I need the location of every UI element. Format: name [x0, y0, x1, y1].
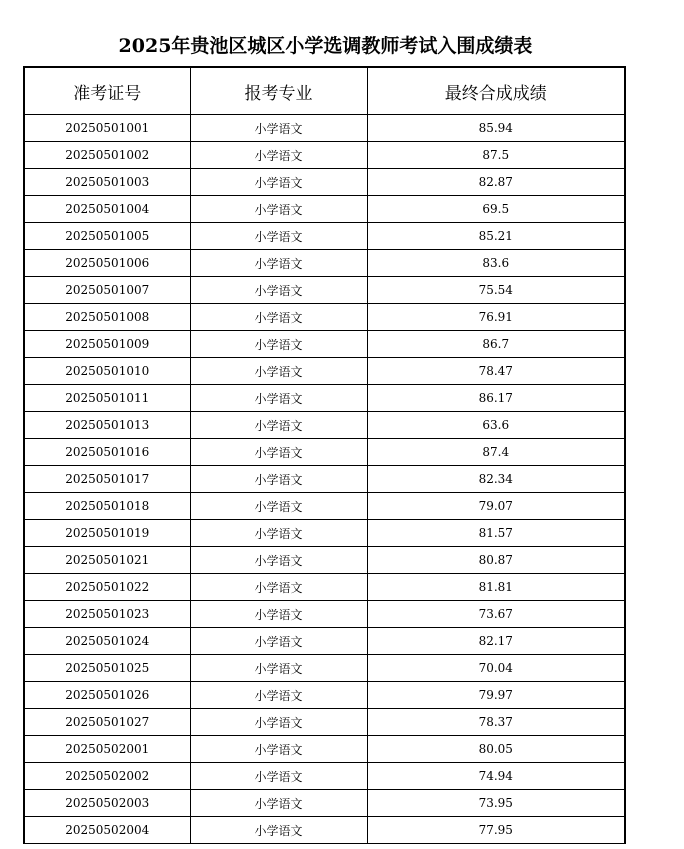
cell-major: 小学语文: [190, 655, 367, 682]
cell-exam-id: 20250502001: [24, 736, 190, 763]
header-exam-id: 准考证号: [24, 67, 190, 115]
cell-major: 小学语文: [190, 169, 367, 196]
table-row: [24, 142, 625, 169]
table-row: [24, 493, 625, 520]
cell-major: 小学语文: [190, 736, 367, 763]
table-row: [24, 547, 625, 574]
cell-exam-id: 20250501001: [24, 115, 190, 142]
cell-major: 小学语文: [190, 520, 367, 547]
cell-major: 小学语文: [190, 547, 367, 574]
table-row: [24, 574, 625, 601]
cell-major: 小学语文: [190, 277, 367, 304]
cell-final-score: 86.7: [367, 331, 625, 358]
table-row: [24, 277, 625, 304]
cell-exam-id: 20250501024: [24, 628, 190, 655]
cell-exam-id: 20250501021: [24, 547, 190, 574]
cell-exam-id: 20250501002: [24, 142, 190, 169]
cell-final-score: 63.6: [367, 412, 625, 439]
cell-final-score: 76.91: [367, 304, 625, 331]
table-row: [24, 466, 625, 493]
cell-exam-id: 20250501006: [24, 250, 190, 277]
cell-final-score: 73.95: [367, 790, 625, 817]
cell-exam-id: 20250501026: [24, 682, 190, 709]
cell-final-score: 85.94: [367, 115, 625, 142]
cell-major: 小学语文: [190, 412, 367, 439]
table-row: [24, 115, 625, 142]
cell-final-score: 73.67: [367, 601, 625, 628]
cell-major: 小学语文: [190, 385, 367, 412]
cell-major: 小学语文: [190, 223, 367, 250]
cell-major: 小学语文: [190, 466, 367, 493]
cell-final-score: 80.87: [367, 547, 625, 574]
cell-exam-id: 20250501023: [24, 601, 190, 628]
cell-major: 小学语文: [190, 304, 367, 331]
cell-exam-id: 20250502002: [24, 763, 190, 790]
cell-major: 小学语文: [190, 439, 367, 466]
cell-final-score: 85.21: [367, 223, 625, 250]
table-row: [24, 169, 625, 196]
header-final-score: 最终合成成绩: [367, 67, 625, 115]
cell-final-score: 77.95: [367, 817, 625, 844]
table-row: [24, 358, 625, 385]
table-row: [24, 385, 625, 412]
cell-final-score: 75.54: [367, 277, 625, 304]
cell-major: 小学语文: [190, 574, 367, 601]
cell-exam-id: 20250501017: [24, 466, 190, 493]
table-row: [24, 736, 625, 763]
cell-final-score: 78.47: [367, 358, 625, 385]
cell-major: 小学语文: [190, 817, 367, 844]
table-row: [24, 763, 625, 790]
page-title: 2025年贵池区城区小学选调教师考试入围成绩表: [118, 35, 533, 57]
table-row: [24, 331, 625, 358]
table-header-row: [24, 67, 625, 115]
table-row: [24, 250, 625, 277]
cell-final-score: 82.87: [367, 169, 625, 196]
table-row: [24, 196, 625, 223]
table-row: [24, 223, 625, 250]
table-row: [24, 304, 625, 331]
cell-final-score: 82.17: [367, 628, 625, 655]
cell-exam-id: 20250502003: [24, 790, 190, 817]
table-row: [24, 682, 625, 709]
table-row: [24, 817, 625, 844]
cell-final-score: 79.07: [367, 493, 625, 520]
cell-major: 小学语文: [190, 601, 367, 628]
cell-exam-id: 20250501018: [24, 493, 190, 520]
table-row: [24, 628, 625, 655]
cell-final-score: 70.04: [367, 655, 625, 682]
table-row: [24, 655, 625, 682]
cell-major: 小学语文: [190, 142, 367, 169]
table-row: [24, 709, 625, 736]
cell-final-score: 86.17: [367, 385, 625, 412]
cell-final-score: 69.5: [367, 196, 625, 223]
cell-major: 小学语文: [190, 196, 367, 223]
cell-major: 小学语文: [190, 628, 367, 655]
cell-exam-id: 20250502004: [24, 817, 190, 844]
table-row: [24, 520, 625, 547]
results-table: [23, 66, 626, 844]
cell-exam-id: 20250501004: [24, 196, 190, 223]
table-row: [24, 412, 625, 439]
cell-major: 小学语文: [190, 358, 367, 385]
cell-final-score: 74.94: [367, 763, 625, 790]
cell-exam-id: 20250501005: [24, 223, 190, 250]
cell-exam-id: 20250501022: [24, 574, 190, 601]
cell-exam-id: 20250501008: [24, 304, 190, 331]
cell-final-score: 82.34: [367, 466, 625, 493]
table-row: [24, 790, 625, 817]
cell-exam-id: 20250501013: [24, 412, 190, 439]
table-row: [24, 439, 625, 466]
cell-final-score: 87.5: [367, 142, 625, 169]
cell-major: 小学语文: [190, 331, 367, 358]
cell-major: 小学语文: [190, 250, 367, 277]
cell-major: 小学语文: [190, 763, 367, 790]
cell-exam-id: 20250501009: [24, 331, 190, 358]
table-body: [24, 115, 625, 844]
header-major: 报考专业: [190, 67, 367, 115]
cell-final-score: 81.81: [367, 574, 625, 601]
cell-exam-id: 20250501016: [24, 439, 190, 466]
cell-exam-id: 20250501007: [24, 277, 190, 304]
cell-major: 小学语文: [190, 115, 367, 142]
cell-final-score: 83.6: [367, 250, 625, 277]
cell-final-score: 80.05: [367, 736, 625, 763]
cell-major: 小学语文: [190, 493, 367, 520]
cell-exam-id: 20250501025: [24, 655, 190, 682]
cell-exam-id: 20250501003: [24, 169, 190, 196]
cell-major: 小学语文: [190, 709, 367, 736]
cell-major: 小学语文: [190, 682, 367, 709]
cell-final-score: 87.4: [367, 439, 625, 466]
cell-exam-id: 20250501019: [24, 520, 190, 547]
cell-exam-id: 20250501011: [24, 385, 190, 412]
table-row: [24, 601, 625, 628]
cell-final-score: 79.97: [367, 682, 625, 709]
cell-final-score: 78.37: [367, 709, 625, 736]
cell-final-score: 81.57: [367, 520, 625, 547]
cell-exam-id: 20250501027: [24, 709, 190, 736]
cell-exam-id: 20250501010: [24, 358, 190, 385]
cell-major: 小学语文: [190, 790, 367, 817]
